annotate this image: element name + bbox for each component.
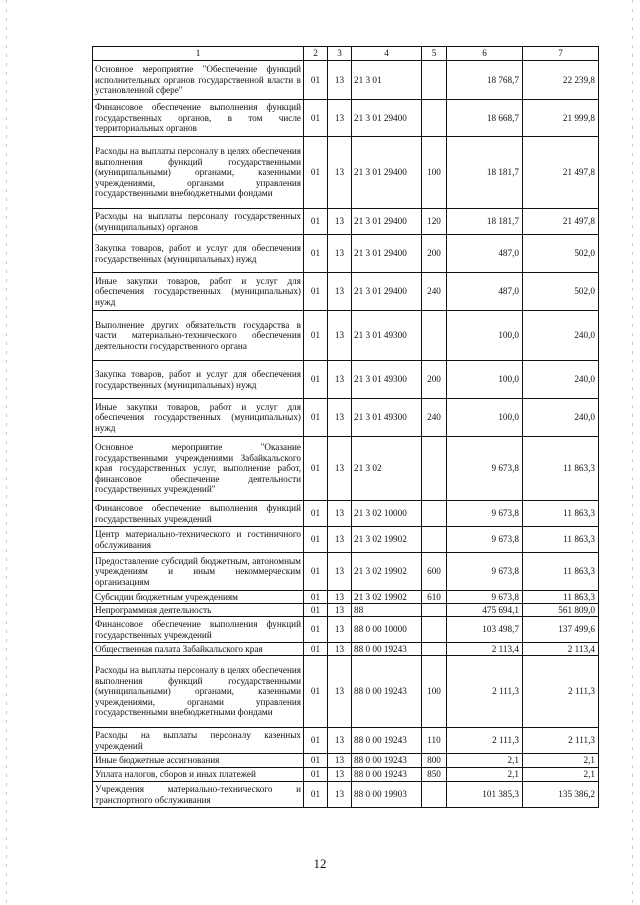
row-amount-2: 240,0 xyxy=(523,311,599,361)
row-amount-1: 18 181,7 xyxy=(447,209,523,235)
table-row xyxy=(93,235,599,273)
row-amount-1: 18 768,7 xyxy=(447,61,523,100)
row-amount-1: 2 113,4 xyxy=(447,643,523,656)
row-amount-2: 2,1 xyxy=(523,768,599,782)
row-target-article: 21 3 02 xyxy=(352,437,422,501)
row-expense-type xyxy=(422,617,447,643)
row-subsection: 13 xyxy=(328,61,352,100)
row-target-article: 21 3 01 49300 xyxy=(352,311,422,361)
row-subsection: 13 xyxy=(328,137,352,209)
row-expense-type: 850 xyxy=(422,768,447,782)
row-amount-2: 137 499,6 xyxy=(523,617,599,643)
row-amount-2: 502,0 xyxy=(523,235,599,273)
row-section: 01 xyxy=(304,643,328,656)
row-name: Иные закупки товаров, работ и услуг для обеспечения государственных (муниципальных) нужд xyxy=(93,399,304,437)
row-subsection: 13 xyxy=(328,591,352,604)
row-amount-2: 11 863,3 xyxy=(523,501,599,527)
row-amount-2: 240,0 xyxy=(523,399,599,437)
row-target-article: 21 3 01 29400 xyxy=(352,209,422,235)
row-target-article: 88 0 00 19243 xyxy=(352,728,422,754)
row-section: 01 xyxy=(304,604,328,617)
row-subsection: 13 xyxy=(328,728,352,754)
table-row xyxy=(93,399,599,437)
table-row xyxy=(93,553,599,591)
row-target-article: 21 3 01 49300 xyxy=(352,361,422,399)
row-name: Учреждения материально-технического и транспортного обслуживания xyxy=(93,782,304,808)
row-section: 01 xyxy=(304,501,328,527)
row-expense-type: 200 xyxy=(422,361,447,399)
row-amount-1: 9 673,8 xyxy=(447,591,523,604)
row-amount-1: 487,0 xyxy=(447,273,523,311)
row-section: 01 xyxy=(304,437,328,501)
page-number: 12 xyxy=(313,856,327,871)
row-amount-1: 9 673,8 xyxy=(447,527,523,553)
row-amount-2: 11 863,3 xyxy=(523,591,599,604)
row-amount-1: 9 673,8 xyxy=(447,501,523,527)
row-amount-1: 100,0 xyxy=(447,311,523,361)
row-section: 01 xyxy=(304,617,328,643)
row-amount-2: 21 497,8 xyxy=(523,209,599,235)
row-section: 01 xyxy=(304,361,328,399)
row-amount-1: 487,0 xyxy=(447,235,523,273)
row-amount-1: 101 385,3 xyxy=(447,782,523,808)
header-col-6: 6 xyxy=(447,47,523,61)
row-target-article: 88 0 00 19243 xyxy=(352,768,422,782)
row-section: 01 xyxy=(304,768,328,782)
row-target-article: 88 xyxy=(352,604,422,617)
row-name: Предоставление субсидий бюджетным, автономным учреждениям и иным некоммерческим организациям xyxy=(93,553,304,591)
left-scan-edge xyxy=(6,0,7,905)
row-subsection: 13 xyxy=(328,311,352,361)
row-target-article: 88 0 00 19243 xyxy=(352,656,422,728)
row-expense-type xyxy=(422,437,447,501)
table-row xyxy=(93,273,599,311)
row-subsection: 13 xyxy=(328,768,352,782)
row-amount-1: 100,0 xyxy=(447,399,523,437)
row-amount-1: 18 668,7 xyxy=(447,100,523,137)
row-amount-1: 9 673,8 xyxy=(447,553,523,591)
row-subsection: 13 xyxy=(328,754,352,768)
table-row xyxy=(93,617,599,643)
table-row xyxy=(93,728,599,754)
row-target-article: 21 3 01 49300 xyxy=(352,399,422,437)
row-name: Расходы на выплаты персоналу государственных (муниципальных) органов xyxy=(93,209,304,235)
row-amount-2: 2 111,3 xyxy=(523,728,599,754)
row-section: 01 xyxy=(304,209,328,235)
row-name: Закупка товаров, работ и услуг для обеспечения государственных (муниципальных) нужд xyxy=(93,235,304,273)
row-expense-type: 600 xyxy=(422,553,447,591)
row-target-article: 21 3 01 29400 xyxy=(352,137,422,209)
row-expense-type xyxy=(422,604,447,617)
table-row xyxy=(93,656,599,728)
row-expense-type: 100 xyxy=(422,656,447,728)
row-expense-type: 240 xyxy=(422,399,447,437)
budget-table xyxy=(92,46,599,808)
header-col-7: 7 xyxy=(523,47,599,61)
table-row xyxy=(93,100,599,137)
row-target-article: 88 0 00 10000 xyxy=(352,617,422,643)
table-row xyxy=(93,311,599,361)
row-expense-type xyxy=(422,782,447,808)
table-row xyxy=(93,782,599,808)
row-name: Иные закупки товаров, работ и услуг для обеспечения государственных (муниципальных) нужд xyxy=(93,273,304,311)
row-name: Основное мероприятие "Оказание государственными учреждениями Забайкальского края государственных услуг, выполнение работ, финансовое обеспечение деятельности государственных учреждений" xyxy=(93,437,304,501)
row-name: Общественная палата Забайкальского края xyxy=(93,643,304,656)
row-subsection: 13 xyxy=(328,527,352,553)
row-name: Иные бюджетные ассигнования xyxy=(93,754,304,768)
row-expense-type: 800 xyxy=(422,754,447,768)
row-target-article: 21 3 02 19902 xyxy=(352,553,422,591)
row-amount-2: 240,0 xyxy=(523,361,599,399)
row-expense-type xyxy=(422,643,447,656)
row-subsection: 13 xyxy=(328,782,352,808)
row-name: Расходы на выплаты персоналу казенных учреждений xyxy=(93,728,304,754)
row-section: 01 xyxy=(304,61,328,100)
row-expense-type: 240 xyxy=(422,273,447,311)
row-expense-type xyxy=(422,527,447,553)
row-section: 01 xyxy=(304,311,328,361)
row-subsection: 13 xyxy=(328,361,352,399)
row-section: 01 xyxy=(304,527,328,553)
row-target-article: 21 3 01 29400 xyxy=(352,100,422,137)
row-subsection: 13 xyxy=(328,656,352,728)
row-expense-type: 110 xyxy=(422,728,447,754)
row-expense-type xyxy=(422,311,447,361)
right-scan-edge xyxy=(632,0,633,905)
row-target-article: 88 0 00 19243 xyxy=(352,754,422,768)
table-row xyxy=(93,527,599,553)
row-subsection: 13 xyxy=(328,643,352,656)
row-target-article: 88 0 00 19903 xyxy=(352,782,422,808)
row-amount-2: 11 863,3 xyxy=(523,527,599,553)
row-name: Основное мероприятие "Обеспечение функций исполнительных органов государственной власти в установленной сфере" xyxy=(93,61,304,100)
row-subsection: 13 xyxy=(328,553,352,591)
row-amount-1: 2,1 xyxy=(447,768,523,782)
row-name: Расходы на выплаты персоналу в целях обеспечения выполнения функций государственными (муниципальными) органами, казенными учреждениями, органами управления государственными внебюджетными фондами xyxy=(93,656,304,728)
row-subsection: 13 xyxy=(328,273,352,311)
row-name: Расходы на выплаты персоналу в целях обеспечения выполнения функций государственными (муниципальными) органами, казенными учреждениями, органами управления государственными внебюджетными фондами xyxy=(93,137,304,209)
row-name: Центр материально-технического и гостиничного обслуживания xyxy=(93,527,304,553)
row-expense-type: 120 xyxy=(422,209,447,235)
row-name: Субсидии бюджетным учреждениям xyxy=(93,591,304,604)
row-subsection: 13 xyxy=(328,399,352,437)
row-target-article: 88 0 00 19243 xyxy=(352,643,422,656)
row-target-article: 21 3 01 xyxy=(352,61,422,100)
header-col-1: 1 xyxy=(93,47,304,61)
header-col-5: 5 xyxy=(422,47,447,61)
table-row xyxy=(93,209,599,235)
row-amount-1: 2 111,3 xyxy=(447,656,523,728)
header-row xyxy=(93,47,599,61)
row-section: 01 xyxy=(304,591,328,604)
row-name: Выполнение других обязательств государства в части материально-технического обеспечения деятельности государственного органа xyxy=(93,311,304,361)
header-col-2: 2 xyxy=(304,47,328,61)
row-section: 01 xyxy=(304,728,328,754)
row-amount-2: 11 863,3 xyxy=(523,437,599,501)
table-row xyxy=(93,768,599,782)
row-amount-2: 2,1 xyxy=(523,754,599,768)
table-row xyxy=(93,643,599,656)
row-target-article: 21 3 02 19902 xyxy=(352,527,422,553)
table-row xyxy=(93,137,599,209)
row-amount-1: 2 111,3 xyxy=(447,728,523,754)
row-name: Уплата налогов, сборов и иных платежей xyxy=(93,768,304,782)
row-expense-type xyxy=(422,61,447,100)
row-amount-2: 2 111,3 xyxy=(523,656,599,728)
table-row xyxy=(93,61,599,100)
row-amount-2: 502,0 xyxy=(523,273,599,311)
row-amount-1: 100,0 xyxy=(447,361,523,399)
table-row xyxy=(93,591,599,604)
row-section: 01 xyxy=(304,754,328,768)
row-subsection: 13 xyxy=(328,235,352,273)
row-subsection: 13 xyxy=(328,617,352,643)
row-expense-type: 100 xyxy=(422,137,447,209)
row-subsection: 13 xyxy=(328,100,352,137)
row-name: Финансовое обеспечение выполнения функций государственных учреждений xyxy=(93,501,304,527)
row-target-article: 21 3 01 29400 xyxy=(352,235,422,273)
row-expense-type: 610 xyxy=(422,591,447,604)
row-amount-1: 18 181,7 xyxy=(447,137,523,209)
row-expense-type xyxy=(422,100,447,137)
row-target-article: 21 3 01 29400 xyxy=(352,273,422,311)
row-target-article: 21 3 02 10000 xyxy=(352,501,422,527)
row-subsection: 13 xyxy=(328,604,352,617)
row-section: 01 xyxy=(304,137,328,209)
row-amount-2: 561 809,0 xyxy=(523,604,599,617)
row-subsection: 13 xyxy=(328,501,352,527)
row-expense-type xyxy=(422,501,447,527)
row-amount-2: 2 113,4 xyxy=(523,643,599,656)
row-section: 01 xyxy=(304,235,328,273)
row-amount-2: 22 239,8 xyxy=(523,61,599,100)
table-row xyxy=(93,361,599,399)
row-name: Непрограммная деятельность xyxy=(93,604,304,617)
header-col-3: 3 xyxy=(328,47,352,61)
row-target-article: 21 3 02 19902 xyxy=(352,591,422,604)
row-expense-type: 200 xyxy=(422,235,447,273)
row-section: 01 xyxy=(304,656,328,728)
row-amount-1: 2,1 xyxy=(447,754,523,768)
row-amount-2: 21 999,8 xyxy=(523,100,599,137)
table-row xyxy=(93,604,599,617)
row-name: Финансовое обеспечение выполнения функций государственных органов, в том числе территориальных органов xyxy=(93,100,304,137)
row-section: 01 xyxy=(304,782,328,808)
table-row xyxy=(93,437,599,501)
row-section: 01 xyxy=(304,273,328,311)
row-name: Закупка товаров, работ и услуг для обеспечения государственных (муниципальных) нужд xyxy=(93,361,304,399)
row-section: 01 xyxy=(304,100,328,137)
row-amount-2: 21 497,8 xyxy=(523,137,599,209)
header-col-4: 4 xyxy=(352,47,422,61)
row-section: 01 xyxy=(304,553,328,591)
row-name: Финансовое обеспечение выполнения функций государственных учреждений xyxy=(93,617,304,643)
row-amount-2: 135 386,2 xyxy=(523,782,599,808)
row-amount-1: 103 498,7 xyxy=(447,617,523,643)
row-amount-2: 11 863,3 xyxy=(523,553,599,591)
row-amount-1: 475 694,1 xyxy=(447,604,523,617)
row-section: 01 xyxy=(304,399,328,437)
row-subsection: 13 xyxy=(328,209,352,235)
table-row xyxy=(93,754,599,768)
row-subsection: 13 xyxy=(328,437,352,501)
table-row xyxy=(93,501,599,527)
row-amount-1: 9 673,8 xyxy=(447,437,523,501)
